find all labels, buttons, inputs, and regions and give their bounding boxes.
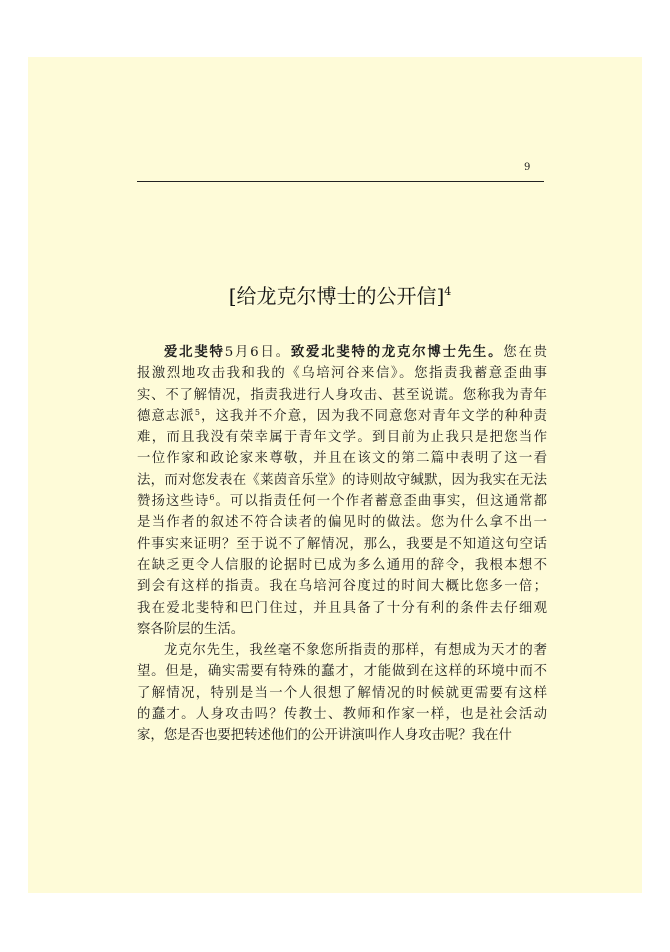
text-segment: 爱北斐特 bbox=[164, 345, 225, 360]
text-segment: 了解情况，特别是当一个人很想了解情况的时候就更需要有这样 bbox=[137, 685, 547, 701]
text-segment: 到会有这样的指责。我在乌培河谷度过的时间大概比您多一倍； bbox=[137, 579, 547, 595]
text-line bbox=[137, 619, 547, 640]
text-segment: 家，您是否也要把转述他们的公开讲演叫作人身攻击呢？我在什 bbox=[137, 728, 512, 744]
text-segment: 难，而且我没有荣幸属于青年文学。到目前为止我只是把您当作 bbox=[137, 430, 547, 446]
text-segment: 5月6日。 bbox=[224, 345, 291, 360]
text-segment: 赞扬这些诗 bbox=[137, 494, 210, 510]
text-line bbox=[137, 491, 547, 512]
text-line bbox=[137, 363, 547, 384]
text-line bbox=[137, 725, 547, 746]
text-line bbox=[137, 661, 547, 682]
text-line bbox=[137, 704, 547, 725]
text-line bbox=[137, 576, 547, 597]
text-segment: 望。但是，确实需要有特殊的蠢才，才能做到在这样的环境中而不 bbox=[137, 664, 547, 680]
text-segment: 致爱北斐特的龙克尔博士先生。 bbox=[290, 345, 504, 360]
footnote-marker: 5 bbox=[194, 407, 200, 417]
text-line bbox=[137, 512, 547, 533]
footnote-marker: 6 bbox=[209, 493, 215, 503]
text-line bbox=[137, 406, 547, 427]
text-segment: 实、不了解情况，指责我进行人身攻击、甚至说谎。您称我为青年 bbox=[137, 387, 547, 403]
text-segment: 是当作者的叙述不符合读者的偏见时的做法。您为什么拿不出一 bbox=[137, 515, 547, 531]
text-line bbox=[137, 448, 547, 469]
text-line bbox=[137, 470, 547, 491]
page-number: 9 bbox=[524, 162, 531, 173]
letter-body bbox=[137, 342, 547, 747]
text-segment: 德意志派 bbox=[137, 408, 195, 424]
text-segment: 法，而对您发表在《莱茵音乐堂》的诗则故守缄默，因为我实在无法 bbox=[137, 472, 547, 488]
text-line bbox=[137, 683, 547, 704]
text-line bbox=[137, 342, 547, 363]
text-segment: 一位作家和政论家来尊敬，并且在该文的第二篇中表明了这一看 bbox=[137, 451, 547, 467]
text-line bbox=[137, 385, 547, 406]
text-segment: 我在爱北斐特和巴门住过，并且具备了十分有利的条件去仔细观 bbox=[137, 600, 547, 616]
text-segment: 在缺乏更令人信服的论据时已成为多么通用的辞令，我根本想不 bbox=[137, 557, 547, 573]
text-line bbox=[137, 555, 547, 576]
letter-title bbox=[140, 282, 540, 310]
text-segment: ，这我并不介意，因为我不同意您对青年文学的种种责 bbox=[199, 408, 547, 424]
text-line bbox=[137, 598, 547, 619]
title-footnote-marker: 4 bbox=[444, 285, 452, 298]
text-segment: 报激烈地攻击我和我的《乌培河谷来信》。您指责我蓄意歪曲事 bbox=[137, 366, 547, 382]
text-segment: 件事实来证明？至于说不了解情况，那么，我要是不知道这句空话 bbox=[137, 536, 547, 552]
letter-title-text: [给龙克尔博士的公开信] bbox=[228, 284, 445, 308]
text-line bbox=[137, 640, 547, 661]
text-segment: 的蠢才。人身攻击吗？传教士、教师和作家一样，也是社会活动 bbox=[137, 707, 547, 723]
text-segment: 您在贵 bbox=[503, 345, 548, 360]
text-segment: 察各阶层的生活。 bbox=[137, 621, 245, 637]
text-line bbox=[137, 534, 547, 555]
text-line bbox=[137, 427, 547, 448]
text-segment: 龙克尔先生，我丝毫不象您所指责的那样，有想成为天才的奢 bbox=[164, 643, 547, 659]
header-rule bbox=[137, 181, 544, 182]
text-segment: 。可以指责任何一个作者蓄意歪曲事实，但这通常都 bbox=[214, 494, 548, 510]
